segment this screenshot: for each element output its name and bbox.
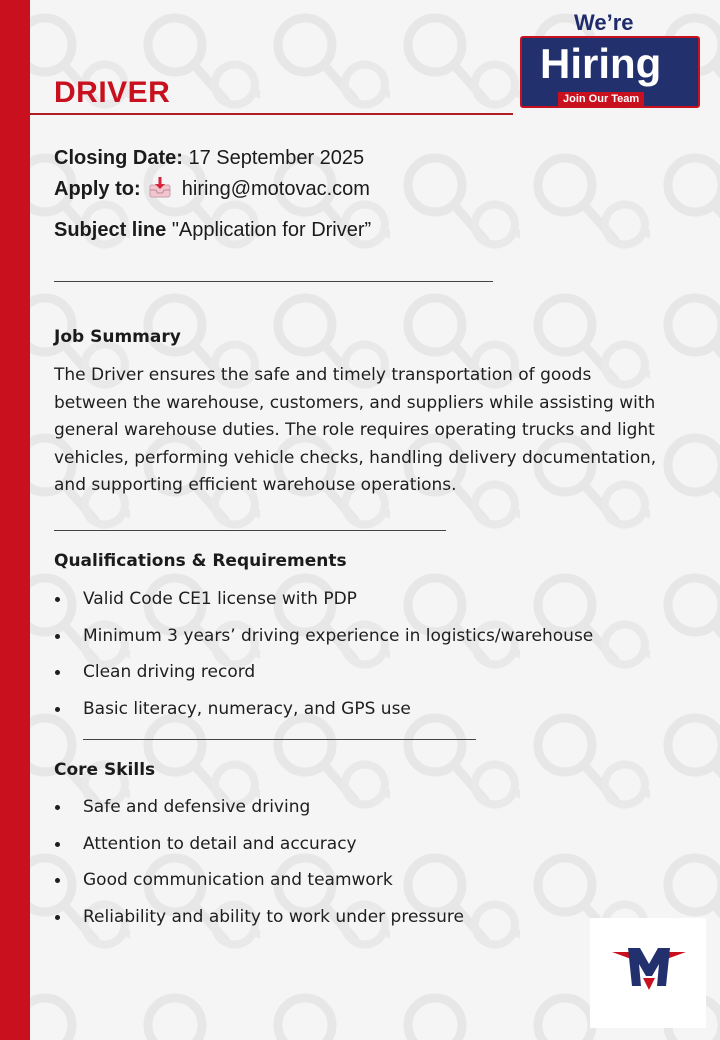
bullet-icon: [55, 707, 60, 712]
list-item-text: Reliability and ability to work under pressure: [83, 906, 464, 927]
inbox-download-icon: [148, 176, 172, 205]
title-underline: [30, 113, 513, 115]
bullet-icon: [55, 842, 60, 847]
badge-main-box: [520, 36, 700, 108]
list-item: [54, 624, 593, 661]
badge-sub-text: Join Our Team: [558, 92, 644, 106]
list-item-text: Minimum 3 years’ driving experience in logistics/warehouse: [83, 625, 594, 646]
list-item-text: Valid Code CE1 license with PDP: [83, 589, 357, 609]
closing-date-value: 17 September 2025: [188, 147, 365, 169]
list-item-text: Good communication and teamwork: [83, 870, 393, 890]
core-skills-heading: Core Skills: [54, 760, 156, 780]
motovac-logo-icon: [612, 944, 686, 992]
qualifications-list: [54, 587, 593, 733]
bullet-icon: [55, 634, 60, 639]
job-summary-text: The Driver ensures the safe and timely transportation of goods between the warehouse, customers, and suppliers while assisting with general warehouse duties. The role requires operating trucks and light vehicles, performing vehicle checks, handling delivery documentation, and supporting efficient warehouse operations.: [54, 365, 657, 495]
divider-3: [83, 739, 476, 740]
divider-2: [54, 530, 446, 531]
bullet-icon: [55, 670, 60, 675]
subject-line-label: Subject line: [54, 219, 167, 241]
qualifications-heading: Qualifications & Requirements: [54, 551, 347, 571]
closing-date-label: Closing Date:: [54, 147, 183, 169]
list-item: [54, 905, 464, 942]
list-item: [54, 868, 464, 905]
badge-main-text: Hiring: [540, 40, 662, 87]
apply-email[interactable]: hiring@motovac.com: [181, 178, 370, 200]
list-item: [54, 660, 593, 697]
core-skills-list: [54, 795, 464, 941]
list-item: [54, 697, 593, 734]
list-item: [54, 832, 464, 869]
company-logo-box: [590, 918, 706, 1028]
hiring-badge: [512, 8, 707, 113]
list-item-text: Basic literacy, numeracy, and GPS use: [83, 698, 411, 719]
apply-to-line: [54, 176, 370, 205]
subject-line-value: "Application for Driver”: [171, 219, 372, 241]
apply-to-label: Apply to:: [54, 178, 141, 200]
bullet-icon: [55, 805, 60, 810]
job-summary-heading: Job Summary: [54, 327, 181, 347]
bullet-icon: [55, 597, 60, 602]
subject-line: [54, 217, 371, 243]
list-item: [54, 587, 593, 624]
divider-1: [54, 281, 493, 282]
list-item: [54, 795, 464, 832]
badge-top-text: We’re: [574, 10, 634, 35]
list-item-text: Clean driving record: [83, 662, 256, 682]
list-item-text: Attention to detail and accuracy: [83, 833, 357, 854]
list-item-text: Safe and defensive driving: [83, 797, 311, 817]
page-title: DRIVER: [54, 76, 171, 109]
bullet-icon: [55, 915, 60, 920]
bullet-icon: [55, 878, 60, 883]
closing-date-line: [54, 145, 364, 171]
